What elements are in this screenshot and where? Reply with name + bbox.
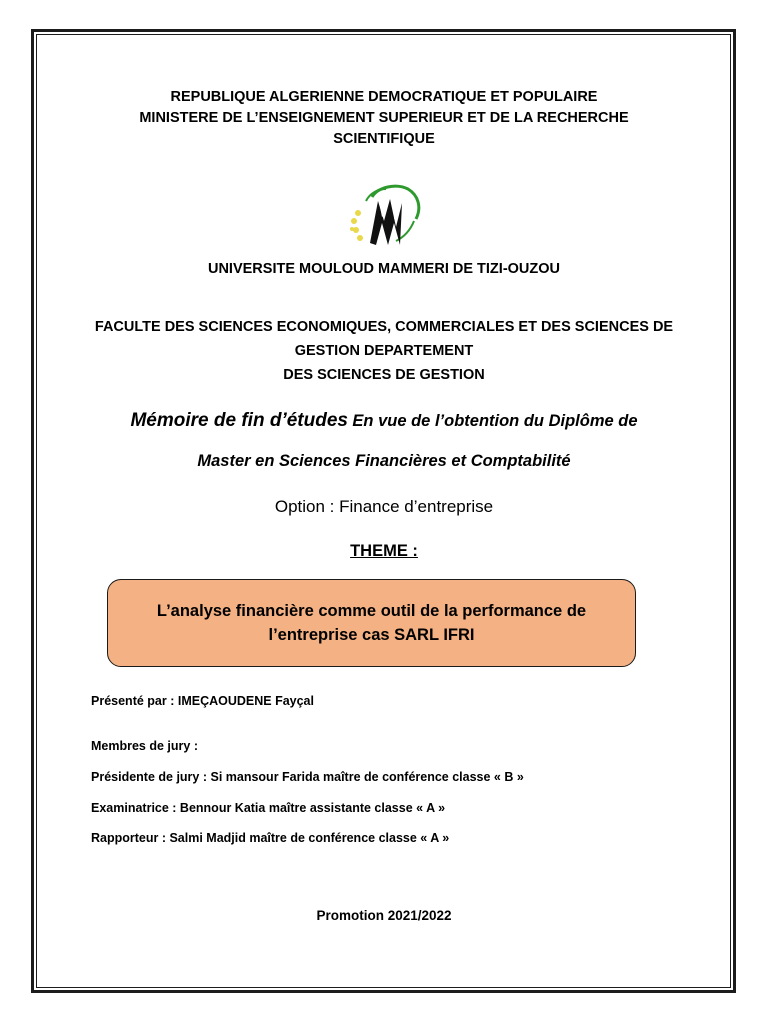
jury-reporter: Rapporteur : Salmi Madjid maître de conférence classe « A » <box>91 831 450 845</box>
header-line-3: SCIENTIFIQUE <box>333 131 435 147</box>
ministry-header <box>0 87 768 150</box>
jury-examiner: Examinatrice : Bennour Katia maître assistante classe « A » <box>91 801 446 815</box>
header-line-2: MINISTERE DE L’ENSEIGNEMENT SUPERIEUR ET DE LA RECHERCHE <box>139 110 629 126</box>
option-line: Option : Finance d’entreprise <box>274 497 494 516</box>
university-name: UNIVERSITE MOULOUD MAMMERI DE TIZI-OUZOU <box>207 261 560 277</box>
memoire-title <box>0 410 768 432</box>
promotion: Promotion 2021/2022 <box>316 908 452 923</box>
memoire-title-main: Mémoire de fin d’études <box>130 410 348 431</box>
memoire-title-sub: En vue de l’obtention du Diplôme de <box>352 412 638 430</box>
jury-heading: Membres de jury : <box>91 739 198 753</box>
theme-line-1: L’analyse financière comme outil de la performance de <box>156 602 587 620</box>
theme-label: THEME : <box>350 542 418 560</box>
master-title: Master en Sciences Financières et Comptabilité <box>197 452 571 470</box>
faculty-block <box>0 315 768 387</box>
university-emblem-icon <box>344 183 424 253</box>
header-line-1: REPUBLIQUE ALGERIENNE DEMOCRATIQUE ET POPULAIRE <box>170 89 598 105</box>
faculty-line-3: DES SCIENCES DE GESTION <box>283 367 485 383</box>
faculty-line-2: GESTION DEPARTEMENT <box>294 343 474 359</box>
faculty-line-1: FACULTE DES SCIENCES ECONOMIQUES, COMMERCIALES ET DES SCIENCES DE <box>94 319 674 335</box>
jury-president: Présidente de jury : Si mansour Farida maître de conférence classe « B » <box>91 770 524 784</box>
theme-line-2: l’entreprise cas SARL IFRI <box>268 626 475 644</box>
theme-heading <box>0 542 768 561</box>
theme-box <box>107 579 636 667</box>
presented-by: Présenté par : IMEÇAOUDENE Fayçal <box>91 694 314 708</box>
